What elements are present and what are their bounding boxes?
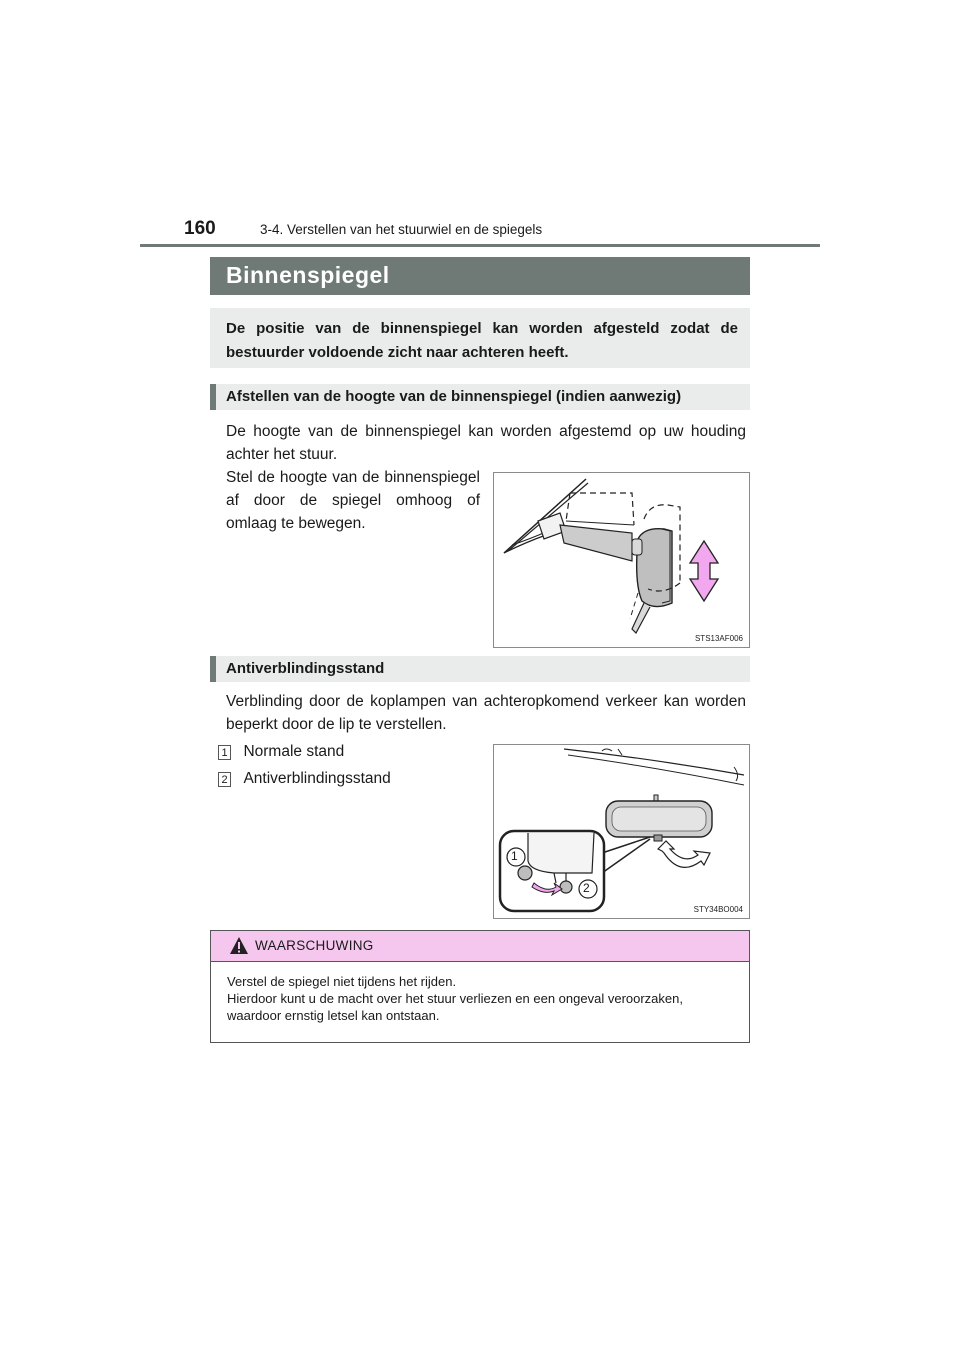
- warning-triangle-icon: [229, 936, 249, 955]
- section-title-bar: [210, 257, 750, 295]
- warning-line-1: Verstel de spiegel niet tijdens het rijden.: [227, 974, 457, 989]
- figure-code: STY34BO004: [693, 905, 743, 914]
- subheading-antiglare-text: Antiverblindingsstand: [226, 660, 385, 677]
- list-item: [218, 767, 391, 790]
- subheading-antiglare: [210, 656, 750, 682]
- callout-number-1: 1: [511, 849, 518, 863]
- list-number-badge: 1: [218, 745, 231, 760]
- intro-text: De positie van de binnenspiegel kan worden afgesteld zodat de bestuurder voldoende zicht naar achteren heeft.: [226, 320, 738, 361]
- antiglare-paragraph: Verblinding door de koplampen van achteropkomend verkeer kan worden beperkt door de lip te verstellen.: [226, 693, 746, 733]
- warning-box: [210, 930, 750, 1043]
- height-instruction: Stel de hoogte van de binnenspiegel af door de spiegel omhoog of omlaag te bewegen.: [226, 469, 480, 532]
- figure-mirror-height: [493, 472, 750, 648]
- list-item-label: Normale stand: [243, 743, 345, 760]
- header-divider: [140, 244, 820, 247]
- subheading-height: [210, 384, 750, 410]
- up-down-arrow-icon: [690, 541, 718, 601]
- figure-code: STS13AF006: [694, 634, 743, 643]
- rotate-arrow-icon: [658, 841, 710, 867]
- list-item-label: Antiverblindingsstand: [243, 770, 391, 787]
- subheading-height-text: Afstellen van de hoogte van de binnenspiegel (indien aanwezig): [226, 388, 682, 405]
- page-number: 160: [184, 218, 216, 239]
- chapter-title: 3-4. Verstellen van het stuurwiel en de spiegels: [260, 222, 543, 237]
- callout-number-2: 2: [583, 881, 590, 895]
- warning-title: WAARSCHUWING: [255, 938, 374, 953]
- warning-text: [227, 973, 739, 1024]
- intro-box: [210, 308, 750, 368]
- section-title: Binnenspiegel: [226, 262, 390, 288]
- list-number-badge: 2: [218, 772, 231, 787]
- list-item: [218, 740, 345, 763]
- mirror-antiglare-illustration: [494, 745, 749, 918]
- height-paragraph: De hoogte van de binnenspiegel kan worden afgestemd op uw houding achter het stuur.: [226, 423, 746, 463]
- figure-mirror-antiglare: [493, 744, 750, 919]
- warning-line-2: Hierdoor kunt u de macht over het stuur verliezen en een ongeval veroorzaken, waardoor ernstig letsel kan ontstaan.: [227, 991, 683, 1023]
- warning-header: [211, 931, 749, 962]
- mirror-height-illustration: [494, 473, 749, 647]
